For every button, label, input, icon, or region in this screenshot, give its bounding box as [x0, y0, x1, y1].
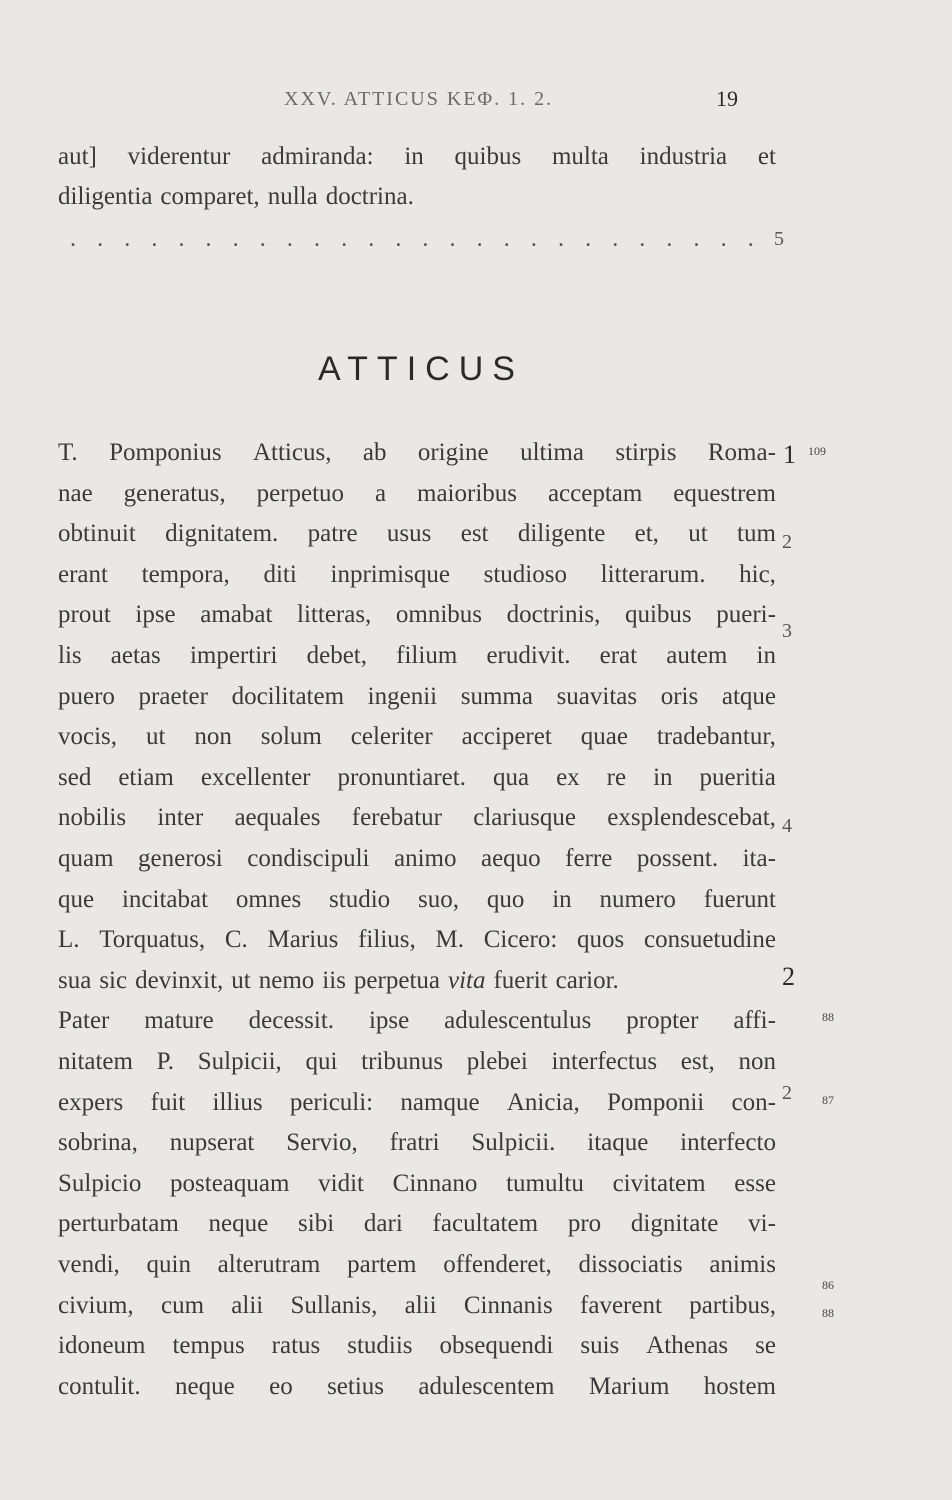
word: numero: [599, 886, 676, 913]
word: industria: [639, 143, 728, 170]
word: Marium: [588, 1373, 670, 1400]
word: praeter: [138, 683, 208, 710]
dot: .: [503, 226, 510, 252]
word: pronuntiaret.: [337, 764, 466, 791]
dot: .: [205, 226, 212, 252]
body-line-text: [58, 1128, 776, 1158]
body-line-text: [58, 1372, 776, 1402]
word: mature: [144, 1007, 214, 1034]
body-line-text: [58, 1006, 776, 1036]
word: M.: [435, 926, 464, 953]
word: omnes: [235, 886, 302, 913]
body-line-text: [58, 1209, 776, 1239]
word: devinxit,: [135, 967, 224, 994]
dot: .: [422, 226, 429, 252]
body-line-text: [58, 763, 776, 793]
word: animo: [393, 845, 457, 872]
word: L.: [58, 926, 80, 953]
dot: .: [151, 226, 158, 252]
word: aequo: [480, 845, 541, 872]
dot: .: [70, 226, 76, 252]
word: iis: [322, 967, 346, 994]
word: fuerunt: [703, 886, 776, 913]
margin-number-4: 4: [782, 815, 792, 837]
word: P.: [156, 1048, 175, 1075]
word: suavitas: [556, 683, 638, 710]
word: Atticus,: [252, 439, 332, 466]
word: est: [460, 520, 489, 547]
word: diti: [263, 561, 297, 588]
side-ref-86: 86: [822, 1278, 834, 1292]
word: litterarum.: [600, 561, 706, 588]
body-line-text: [58, 682, 776, 712]
word: studio: [329, 886, 391, 913]
word: civium,: [58, 1292, 134, 1319]
body-line-text: [58, 1169, 776, 1199]
word: doctrinis,: [506, 601, 601, 628]
word: itaque: [587, 1129, 649, 1156]
dot: .: [178, 226, 185, 252]
word: possent.: [636, 845, 719, 872]
word: vocis,: [58, 723, 118, 750]
word: decessit.: [248, 1007, 335, 1034]
word: ut: [145, 723, 166, 750]
word: con-: [731, 1089, 776, 1116]
dot: .: [612, 226, 619, 252]
word: in: [404, 143, 424, 170]
word: tradebantur,: [656, 723, 776, 750]
section-number-2: 2: [782, 962, 795, 991]
word: hostem: [703, 1373, 776, 1400]
word: incitabat: [121, 886, 209, 913]
word: Anicia,: [506, 1089, 580, 1116]
word: ita-: [742, 845, 776, 872]
ellipsis-line: [70, 226, 754, 253]
word: generatus,: [123, 480, 226, 507]
word: acciperet: [461, 723, 552, 750]
word: in: [552, 886, 572, 913]
word: namque: [400, 1089, 480, 1116]
word: prout: [58, 601, 111, 628]
word: aequales: [234, 804, 321, 831]
word: quin: [146, 1251, 191, 1278]
word: Sullanis,: [290, 1292, 378, 1319]
word: quibus: [624, 601, 692, 628]
word: T.: [58, 439, 78, 466]
word: autem: [666, 642, 728, 669]
dot: .: [286, 226, 293, 252]
word: Cinnano: [392, 1170, 478, 1197]
word: patre: [307, 520, 358, 547]
word: qua: [492, 764, 530, 791]
word: erudivit.: [486, 642, 571, 669]
dot: .: [557, 226, 564, 252]
word: celeriter: [350, 723, 433, 750]
word: tribunus: [361, 1048, 444, 1075]
word: in: [653, 764, 673, 791]
word: excellenter: [200, 764, 311, 791]
side-ref-109: 109: [808, 444, 826, 458]
word: Sulpicii,: [197, 1048, 282, 1075]
word: consuetudine: [644, 926, 776, 953]
word: clariusque: [473, 804, 576, 831]
word: illius: [212, 1089, 263, 1116]
margin-number-2: 2: [782, 531, 792, 553]
word: neque: [208, 1210, 269, 1237]
margin-number-3: 3: [782, 620, 792, 642]
word: ferebatur: [351, 804, 442, 831]
body-line-text: [58, 722, 776, 752]
word: setius: [327, 1373, 385, 1400]
word: affi-: [733, 1007, 776, 1034]
word: studioso: [483, 561, 567, 588]
word: nulla: [267, 183, 318, 210]
body-line-text: [58, 925, 776, 955]
word: Pomponii: [607, 1089, 705, 1116]
word: maioribus: [417, 480, 518, 507]
word: erant: [58, 561, 108, 588]
word: neque: [175, 1373, 235, 1400]
word: oris: [660, 683, 699, 710]
word: Cinnanis: [463, 1292, 553, 1319]
word: tumultu: [506, 1170, 584, 1197]
word: origine: [417, 439, 489, 466]
word: alii: [404, 1292, 437, 1319]
word: puero: [58, 683, 115, 710]
word: Servio,: [286, 1129, 358, 1156]
word: docilitatem: [231, 683, 345, 710]
word: perpetua: [353, 967, 440, 994]
word: impertiri: [189, 642, 278, 669]
section-number-1: 1: [783, 440, 796, 469]
word: vidit: [318, 1170, 364, 1197]
word: nae: [58, 480, 93, 507]
word: litteras,: [297, 601, 372, 628]
word: sic: [99, 967, 128, 994]
word: qui: [305, 1048, 338, 1075]
word: debet,: [306, 642, 367, 669]
dot: .: [693, 226, 700, 252]
word: filius,: [358, 926, 416, 953]
word: eo: [269, 1373, 293, 1400]
dot: .: [395, 226, 402, 252]
word: admiranda:: [261, 143, 374, 170]
word: contulit.: [58, 1373, 141, 1400]
word: fratri: [389, 1129, 440, 1156]
word: perturbatam: [58, 1210, 179, 1237]
word: usus: [386, 520, 432, 547]
dot: .: [97, 226, 104, 252]
word: ipse: [135, 601, 176, 628]
word: atque: [721, 683, 776, 710]
word: exsplendescebat,: [607, 804, 776, 831]
word: Roma-: [707, 439, 776, 466]
dot: .: [476, 226, 483, 252]
word: quam: [58, 845, 114, 872]
word: facultatem: [432, 1210, 539, 1237]
word: tempus: [172, 1332, 245, 1359]
intro-line-2-text: [58, 182, 776, 212]
word: summa: [460, 683, 533, 710]
word: amabat: [200, 601, 273, 628]
dot: .: [747, 226, 754, 252]
word: Torquatus,: [99, 926, 206, 953]
body-line-text: [58, 803, 776, 833]
word: tum: [737, 520, 776, 547]
word: studiis: [347, 1332, 413, 1359]
word: dignitate: [630, 1210, 719, 1237]
word: interfecto: [680, 1129, 776, 1156]
word: non: [194, 723, 232, 750]
word: Marius: [267, 926, 339, 953]
word: inter: [157, 804, 204, 831]
word: aetas: [110, 642, 161, 669]
word: alii: [231, 1292, 264, 1319]
word: ratus: [271, 1332, 321, 1359]
body-line-text: [58, 1291, 776, 1321]
word: condiscipuli: [247, 845, 370, 872]
word: sua: [58, 967, 92, 994]
word: dissociatis: [578, 1251, 683, 1278]
word: fuerit: [493, 967, 548, 994]
word: solum: [260, 723, 322, 750]
word: suo,: [418, 886, 460, 913]
word: pueri-: [716, 601, 776, 628]
word: civitatem: [612, 1170, 706, 1197]
word: re: [606, 764, 627, 791]
word: diligentia: [58, 183, 153, 210]
word: C.: [224, 926, 248, 953]
word: ipse: [368, 1007, 410, 1034]
word: in: [756, 642, 776, 669]
word: Athenas: [646, 1332, 729, 1359]
word: Cicero:: [483, 926, 558, 953]
dot: .: [720, 226, 727, 252]
word: generosi: [138, 845, 223, 872]
body-line-text: [58, 519, 776, 549]
word: ultima: [520, 439, 584, 466]
dot: .: [666, 226, 673, 252]
word: equestrem: [673, 480, 776, 507]
body-line-text: [58, 479, 776, 509]
word: a: [374, 480, 387, 507]
word: plebei: [466, 1048, 528, 1075]
word: viderentur: [127, 143, 231, 170]
body-line-text: [58, 844, 776, 874]
body-line-text: [58, 966, 776, 996]
side-ref-88b: 88: [822, 1306, 834, 1320]
word: ut: [688, 520, 708, 547]
word: sed: [58, 764, 92, 791]
word: suis: [580, 1332, 620, 1359]
word: hic,: [739, 561, 776, 588]
running-head: XXV. ATTICUS ΚΕΦ. 1. 2.: [284, 88, 554, 110]
word: se: [755, 1332, 776, 1359]
word: fuit: [150, 1089, 186, 1116]
word: lis: [58, 642, 82, 669]
word: quibus: [454, 143, 522, 170]
line-number-5: 5: [774, 228, 784, 250]
word: nupserat: [169, 1129, 255, 1156]
word: partibus,: [689, 1292, 776, 1319]
body-line-text: [58, 600, 776, 630]
word: et: [757, 143, 776, 170]
word: dignitatem.: [165, 520, 279, 547]
dot: .: [232, 226, 239, 252]
side-ref-88: 88: [822, 1010, 834, 1024]
body-line-text: [58, 1250, 776, 1280]
word: etiam: [118, 764, 174, 791]
word: ut: [231, 967, 251, 994]
margin-number-2b: 2: [782, 1082, 792, 1104]
page-number: 19: [716, 86, 738, 111]
body-line-text: [58, 1331, 776, 1361]
word: idoneum: [58, 1332, 146, 1359]
word: quo: [486, 886, 525, 913]
word: comparet,: [160, 183, 260, 210]
body-line-text: [58, 1047, 776, 1077]
intro-line-1-text: [58, 142, 776, 172]
italic-word: vita: [447, 967, 486, 994]
word: cum: [160, 1292, 205, 1319]
word: interfectus: [551, 1048, 658, 1075]
word: multa: [551, 143, 609, 170]
word: que: [58, 886, 95, 913]
word: propter: [626, 1007, 699, 1034]
word: periculi:: [289, 1089, 374, 1116]
word: omnibus: [395, 601, 483, 628]
chapter-heading: ATTICUS: [318, 350, 524, 388]
dot: .: [530, 226, 537, 252]
side-ref-87: 87: [822, 1093, 834, 1107]
word: adulescentem: [418, 1373, 555, 1400]
dot: .: [341, 226, 348, 252]
word: diligente: [517, 520, 606, 547]
word: et,: [634, 520, 659, 547]
body-line-text: [58, 438, 776, 468]
word: quos: [577, 926, 625, 953]
word: erat: [599, 642, 638, 669]
word: quae: [580, 723, 628, 750]
dot: .: [639, 226, 646, 252]
word: animis: [709, 1251, 776, 1278]
word: ab: [362, 439, 387, 466]
word: posteaquam: [170, 1170, 290, 1197]
dot: .: [259, 226, 266, 252]
word: Sulpicio: [58, 1170, 142, 1197]
word: ingenii: [367, 683, 438, 710]
word: carior.: [555, 967, 619, 994]
word: nemo: [258, 967, 315, 994]
word: obtinuit: [58, 520, 136, 547]
word: vendi,: [58, 1251, 120, 1278]
word: ex: [556, 764, 580, 791]
word: sibi: [298, 1210, 335, 1237]
word: pueritia: [699, 764, 776, 791]
word: est,: [680, 1048, 715, 1075]
word: pro: [567, 1210, 602, 1237]
word: nitatem: [58, 1048, 133, 1075]
dot: .: [585, 226, 592, 252]
word: Sulpicii.: [471, 1129, 556, 1156]
word: acceptam: [547, 480, 643, 507]
word: sobrina,: [58, 1129, 138, 1156]
word: vi-: [748, 1210, 776, 1237]
body-line-text: [58, 1088, 776, 1118]
dot: .: [124, 226, 131, 252]
word: expers: [58, 1089, 124, 1116]
dot: .: [368, 226, 375, 252]
word: alterutram: [217, 1251, 321, 1278]
word: ferre: [565, 845, 613, 872]
word: doctrina.: [325, 183, 414, 210]
body-line-text: [58, 641, 776, 671]
word: inprimisque: [330, 561, 450, 588]
word: offenderet,: [443, 1251, 552, 1278]
word: aut]: [58, 143, 97, 170]
word: obsequendi: [439, 1332, 554, 1359]
word: esse: [734, 1170, 776, 1197]
dot: .: [313, 226, 320, 252]
word: non: [738, 1048, 776, 1075]
word: adulescentulus: [444, 1007, 592, 1034]
word: Pater: [58, 1007, 110, 1034]
body-line-text: [58, 885, 776, 915]
word: Pomponius: [109, 439, 222, 466]
word: dari: [363, 1210, 403, 1237]
word: stirpis: [615, 439, 677, 466]
dot: .: [449, 226, 456, 252]
word: perpetuo: [256, 480, 345, 507]
word: partem: [347, 1251, 417, 1278]
word: nobilis: [58, 804, 127, 831]
body-line-text: [58, 560, 776, 590]
word: tempora,: [141, 561, 230, 588]
word: faverent: [580, 1292, 662, 1319]
word: filium: [396, 642, 458, 669]
